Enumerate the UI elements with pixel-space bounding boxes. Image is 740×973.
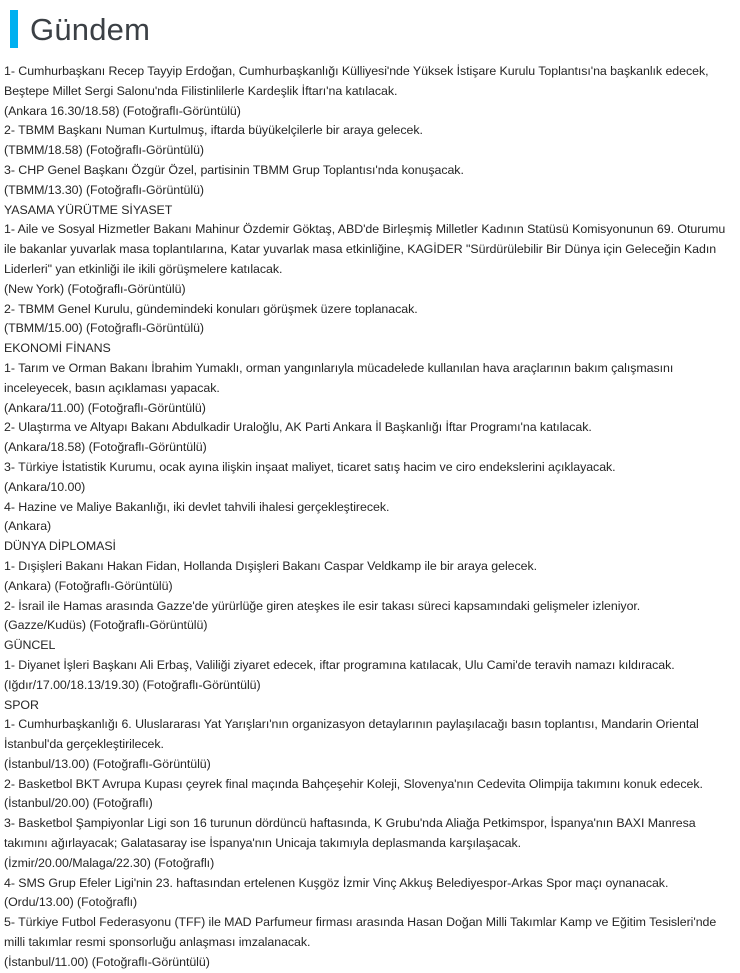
agenda-item-text: 4- Hazine ve Maliye Bakanlığı, iki devlet tahvili ihalesi gerçekleştirecek. bbox=[4, 499, 390, 514]
agenda-item-meta: (Ankara/18.58) (Fotoğraflı-Görüntülü) bbox=[4, 440, 207, 455]
agenda-item-meta: (Ordu/13.00) (Fotoğraflı) bbox=[4, 895, 138, 910]
agenda-list bbox=[0, 58, 740, 973]
agenda-item-meta: (Ankara/11.00) (Fotoğraflı-Görüntülü) bbox=[4, 400, 206, 415]
agenda-item-text: 1- Dışişleri Bakanı Hakan Fidan, Hollanda Dışişleri Bakanı Caspar Veldkamp ile bir araya gelecek. bbox=[4, 558, 538, 573]
agenda-item-text: 1- Cumhurbaşkanlığı 6. Uluslararası Yat Yarışları'nın organizasyon detaylarının paylaşılacağı basın toplantısı, Mandarin Oriental İstanbul'da gerçekleştirilecek. bbox=[4, 717, 703, 752]
agenda-item-meta: (İzmir/20.00/Malaga/22.30) (Fotoğraflı) bbox=[4, 855, 215, 870]
agenda-item-meta: (Gazze/Kudüs) (Fotoğraflı-Görüntülü) bbox=[4, 618, 208, 633]
agenda-item-text: 3- Türkiye İstatistik Kurumu, ocak ayına ilişkin inşaat maliyet, ticaret satış hacim ve ciro endekslerini açıklayacak. bbox=[4, 459, 616, 474]
agenda-item-meta: (TBMM/13.30) (Fotoğraflı-Görüntülü) bbox=[4, 182, 205, 197]
agenda-item-text: 2- TBMM Başkanı Numan Kurtulmuş, iftarda büyükelçilerle bir araya gelecek. bbox=[4, 123, 423, 138]
agenda-item-text: 1- Tarım ve Orman Bakanı İbrahim Yumaklı, orman yangınlarıyla mücadelede kullanılan hava araçlarının bakım çalışmasını inceleyecek, basın açıklaması yapacak. bbox=[4, 360, 677, 395]
agenda-item-text: 2- TBMM Genel Kurulu, gündemindeki konuları görüşmek üzere toplanacak. bbox=[4, 301, 418, 316]
agenda-item-meta: (Ankara) bbox=[4, 519, 52, 534]
agenda-item-meta: (İstanbul/13.00) (Fotoğraflı-Görüntülü) bbox=[4, 756, 211, 771]
agenda-item-meta: (Ankara/10.00) bbox=[4, 479, 86, 494]
accent-bar-icon bbox=[10, 10, 18, 48]
page-header bbox=[0, 0, 740, 58]
agenda-item-meta: (TBMM/18.58) (Fotoğraflı-Görüntülü) bbox=[4, 143, 205, 158]
agenda-item-text: 2- İsrail ile Hamas arasında Gazze'de yürürlüğe giren ateşkes ile esir takası süreci kapsamındaki gelişmeler izleniyor. bbox=[4, 598, 641, 613]
agenda-item-text: 1- Aile ve Sosyal Hizmetler Bakanı Mahinur Özdemir Göktaş, ABD'de Birleşmiş Milletler Kadının Statüsü Komisyonunun 69. Oturumu ile bakanlar yuvarlak masa toplantılarına, Katar yuvarlak masa etkinliğine, KAGİDER "Sürdürülebilir Bir Dünya için Geleceğin Kadın Liderleri" yan etkinliği ile ikili görüşmelere katılacak. bbox=[4, 222, 729, 276]
agenda-section-heading: SPOR bbox=[4, 697, 39, 712]
agenda-item-text: 1- Cumhurbaşkanı Recep Tayyip Erdoğan, Cumhurbaşkanlığı Külliyesi'nde Yüksek İstişare Kurulu Toplantısı'na başkanlık edecek, Beştepe Millet Sergi Salonu'nda Filistinlilerle Kardeşlik İftarı'na katılacak. bbox=[4, 64, 712, 98]
agenda-item-meta: (Iğdır/17.00/18.13/19.30) (Fotoğraflı-Görüntülü) bbox=[4, 677, 261, 692]
agenda-section-heading: EKONOMİ FİNANS bbox=[4, 341, 111, 356]
agenda-item-meta: (İstanbul/20.00) (Fotoğraflı) bbox=[4, 796, 153, 811]
agenda-item-meta: (Ankara) (Fotoğraflı-Görüntülü) bbox=[4, 578, 173, 593]
agenda-item-text: 2- Basketbol BKT Avrupa Kupası çeyrek final maçında Bahçeşehir Koleji, Slovenya'nın Cedevita Olimpija takımını konuk edecek. bbox=[4, 776, 703, 791]
agenda-item-text: 3- Basketbol Şampiyonlar Ligi son 16 turunun dördüncü haftasında, K Grubu'nda Aliağa Petkimspor, İspanya'nın BAXI Manresa takımını ağırlayacak; Galatasaray ise İspanya'nın Unicaja takımıyla deplasmanda karşılaşacak. bbox=[4, 816, 700, 851]
agenda-item-meta: (TBMM/15.00) (Fotoğraflı-Görüntülü) bbox=[4, 321, 205, 336]
agenda-section-heading: DÜNYA DİPLOMASİ bbox=[4, 539, 116, 554]
agenda-item-meta: (Ankara 16.30/18.58) (Fotoğraflı-Görüntülü) bbox=[4, 103, 241, 118]
agenda-item-text: 2- Ulaştırma ve Altyapı Bakanı Abdulkadir Uraloğlu, AK Parti Ankara İl Başkanlığı İftar Programı'na katılacak. bbox=[4, 420, 592, 435]
page-title: Gündem bbox=[30, 11, 151, 47]
agenda-item-meta: (New York) (Fotoğraflı-Görüntülü) bbox=[4, 281, 186, 296]
agenda-item-text: 1- Diyanet İşleri Başkanı Ali Erbaş, Valiliği ziyaret edecek, iftar programına katılacak, Ulu Cami'de teravih namazı kıldıracak. bbox=[4, 657, 675, 672]
agenda-item-text: 3- CHP Genel Başkanı Özgür Özel, partisinin TBMM Grup Toplantısı'nda konuşacak. bbox=[4, 162, 464, 177]
agenda-item-text: 5- Türkiye Futbol Federasyonu (TFF) ile MAD Parfumeur firması arasında Hasan Doğan Milli Takımlar Kamp ve Eğitim Tesisleri'nde milli takımlar resmi sponsorluğu anlaşması imzalanacak. bbox=[4, 915, 720, 950]
agenda-section-heading: GÜNCEL bbox=[4, 638, 56, 653]
agenda-item-meta: (İstanbul/11.00) (Fotoğraflı-Görüntülü) bbox=[4, 954, 210, 969]
agenda-section-heading: YASAMA YÜRÜTME SİYASET bbox=[4, 202, 173, 217]
agenda-item-text: 4- SMS Grup Efeler Ligi'nin 23. haftasından ertelenen Kuşgöz İzmir Vinç Akkuş Belediyespor-Arkas Spor maçı oynanacak. bbox=[4, 875, 669, 890]
